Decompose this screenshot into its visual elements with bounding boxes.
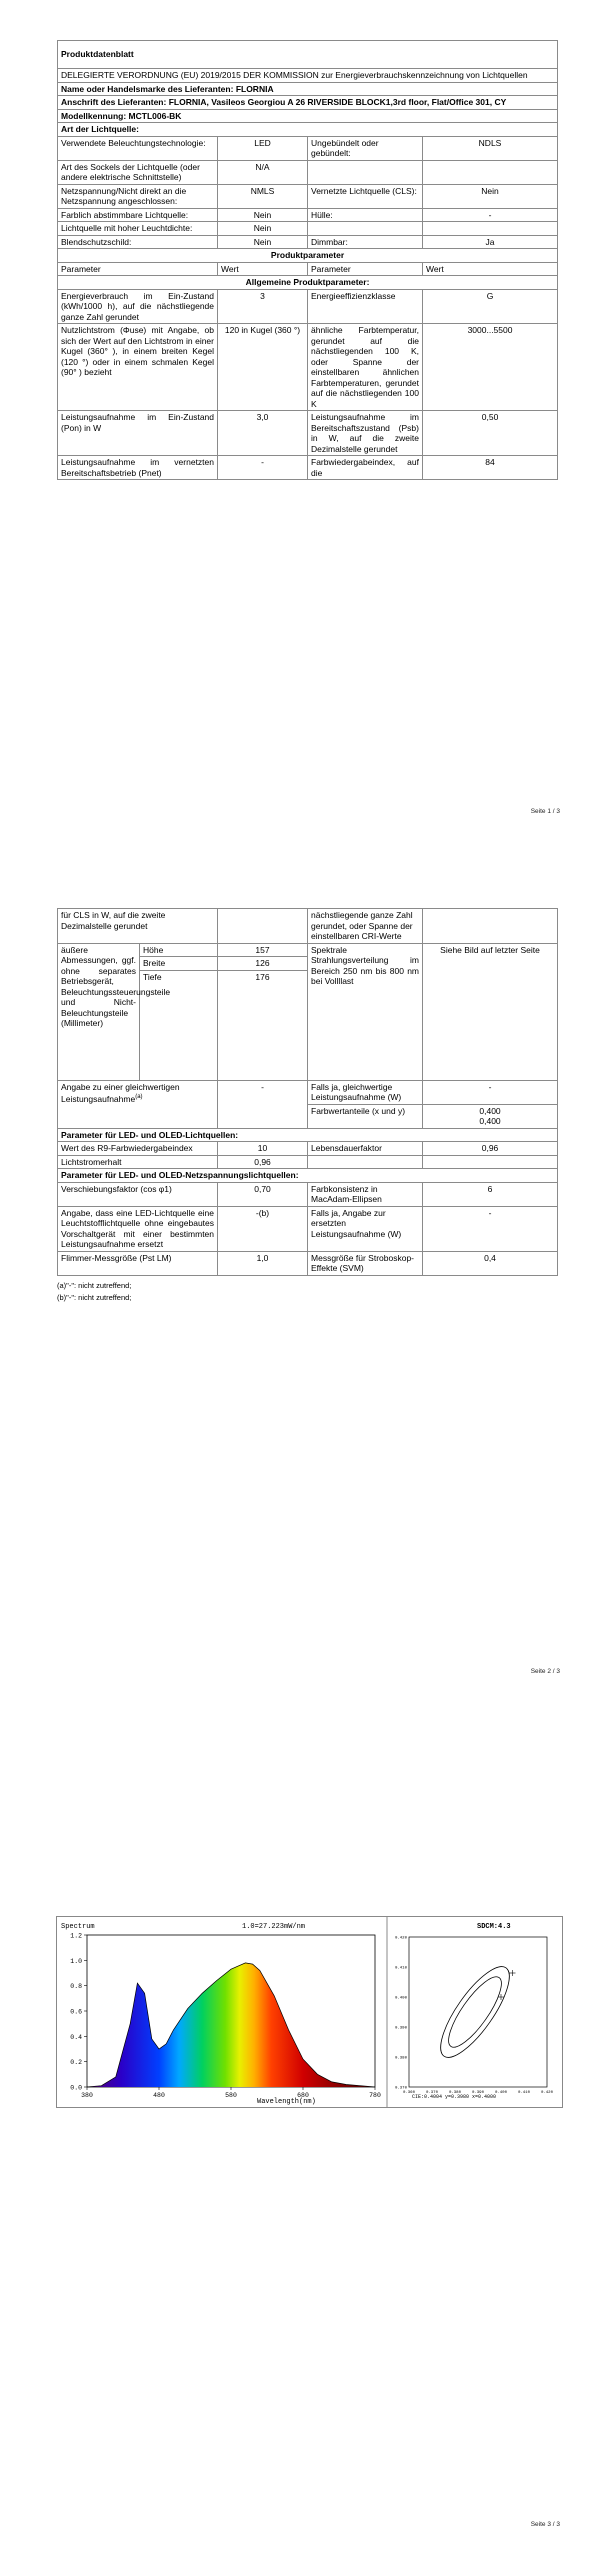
table-row: Netzspannung/Nicht direkt an die Netzspannung angeschlossen: NMLS Vernetzte Lichtquelle (CLS): Nein <box>58 184 558 208</box>
x-tick-label: 0.360 <box>402 2091 416 2095</box>
model-id: Modellkennung: MCTL006-BK <box>58 109 558 123</box>
page-title: Produktdatenblatt <box>58 41 558 69</box>
chromaticity-points <box>498 1970 516 2000</box>
page-3 <box>0 1706 608 2559</box>
chromaticity-axes <box>395 1937 554 2096</box>
y-tick-label: 0.2 <box>70 2059 82 2067</box>
table-row: Angabe zu einer gleichwertigen Leistungsaufnahme$^{(a)}$ - Falls ja, gleichwertige Leistungsaufnahme (W) - <box>58 1080 558 1104</box>
x-tick-label: 580 <box>225 2092 237 2099</box>
figure-svg <box>57 1917 562 2107</box>
macadam-ellipse-inner <box>440 1970 509 2054</box>
table-row: Tiefe 176 <box>58 970 558 1080</box>
table-row: Farblich abstimmbare Lichtquelle: Nein Hülle: - <box>58 208 558 222</box>
y-tick-label: 1.2 <box>70 1932 82 1940</box>
supplier-address: Anschrift des Lieferanten: FLORNIA, Vasileos Georgiou A 26 RIVERSIDE BLOCK1,3rd floor, Flat/Office 301, CY <box>58 96 558 110</box>
page-number: Seite 3 / 3 <box>530 2521 560 2528</box>
table-row: Lichtstromerhalt 0,96 <box>58 1155 558 1169</box>
y-tick-label: 0.390 <box>394 2026 407 2031</box>
table-row: Blendschutzschild: Nein Dimmbar: Ja <box>58 235 558 249</box>
mains-params-heading: Parameter für LED- und OLED-Netzspannungslichtquellen: <box>58 1169 558 1183</box>
y-tick-label: 0.410 <box>394 1966 407 1971</box>
regulation-text: DELEGIERTE VERORDNUNG (EU) 2019/2015 DER KOMMISSION zur Energieverbrauchskennzeichnung von Lichtquellen <box>58 69 558 83</box>
x-tick-label: 680 <box>297 2092 309 2099</box>
y-tick-label: 0.380 <box>394 2056 407 2061</box>
table-row: Energieverbrauch im Ein-Zustand (kWh/1000 h), auf die nächstliegende ganze Zahl gerundet 3 Energieeffizienzklasse G <box>58 289 558 324</box>
spectrum-chart <box>61 1923 381 2106</box>
y-tick-label: 1.0 <box>70 1957 82 1965</box>
footnote-b: (b)"-": nicht zutreffend; <box>57 1292 132 1302</box>
x-tick-label: 0.390 <box>471 2091 485 2095</box>
table-row: Wert des R9-Farbwiedergabeindex 10 Lebensdauerfaktor 0,96 <box>58 1142 558 1156</box>
page-1 <box>0 0 608 853</box>
page-number: Seite 1 / 3 <box>530 808 560 815</box>
y-tick-label: 0.0 <box>70 2084 82 2092</box>
x-tick-label: 0.400 <box>494 2091 508 2095</box>
table-row: Verwendete Beleuchtungstechnologie: LED Ungebündelt oder gebündelt: NDLS <box>58 136 558 160</box>
y-tick-label: 0.4 <box>70 2033 82 2041</box>
table-header-row: Parameter Wert Parameter Wert <box>58 262 558 276</box>
table-row: Nutzlichtstrom (Φuse) mit Angabe, ob sich der Wert auf den Lichtstrom in einer Kugel (360° ), in einem breiten Kegel (120 °) oder in einem schmalen Kegel (90° ) bezieht 120 in Kugel (360 °) ähnliche Farbtemperatur, gerundet auf die nächstliegenden 100 K, oder Spanne der einstellbaren ähnlichen Farbtemperaturen, gerundet auf die nächstliegenden 100 K 3000...5500 <box>58 324 558 411</box>
table-row: Leistungsaufnahme im Ein-Zustand (Pon) in W 3,0 Leistungsaufnahme im Bereitschaftszustand (Psb) in W, auf die zweite Dezimalstelle gerundet 0,50 <box>58 411 558 456</box>
table-row: Leistungsaufnahme im vernetzten Bereitschaftsbetrieb (Pnet) - Farbwiedergabeindex, auf die 84 <box>58 456 558 480</box>
x-tick-label: 380 <box>81 2092 93 2099</box>
chromaticity-footer: CIE:0.4004 y=0.3980 x=0.4000 <box>412 2094 497 2100</box>
table-row: Breite 126 <box>58 957 558 971</box>
footnote-a: (a)"-": nicht zutreffend; <box>57 1280 132 1290</box>
x-tick-label: 480 <box>153 2092 165 2099</box>
table-row: Lichtquelle mit hoher Leuchtdichte: Nein <box>58 222 558 236</box>
supplier-name: Name oder Handelsmarke des Lieferanten: FLORNIA <box>58 82 558 96</box>
macadam-ellipse-outer <box>429 1957 520 2066</box>
x-tick-label: 0.410 <box>517 2091 531 2095</box>
led-params-heading: Parameter für LED- und OLED-Lichtquellen: <box>58 1128 558 1142</box>
x-tick-label: 0.380 <box>448 2091 462 2095</box>
chromaticity-plot-frame <box>409 1937 547 2087</box>
table-row: Verschiebungsfaktor (cos φ1) 0,70 Farbkonsistenz in MacAdam-Ellipsen 6 <box>58 1182 558 1206</box>
product-params-heading: Produktparameter <box>58 249 558 263</box>
table-row: Flimmer-Messgröße (Pst LM) 1,0 Messgröße für Stroboskop-Effekte (SVM) 0,4 <box>58 1251 558 1275</box>
y-tick-label: 0.370 <box>394 2086 407 2091</box>
y-tick-label: 0.400 <box>394 1996 407 2001</box>
y-tick-label: 0.6 <box>70 2008 82 2016</box>
table-row: Art des Sockels der Lichtquelle (oder andere elektrische Schnittstelle) N/A <box>58 160 558 184</box>
chromaticity-chart <box>387 1917 554 2107</box>
table-row: Angabe, dass eine LED-Lichtquelle eine Leuchtstofflichtquelle ohne eingebautes Vorschaltgerät mit einer bestimmten Leistungsaufnahme ersetzt -(b) Falls ja, Angabe zur ersetzten Leistungsaufnahme (W) - <box>58 1206 558 1251</box>
table-row: Farbwertanteile (x und y) 0,400 0,400 <box>58 1104 558 1128</box>
spectrum-fill <box>87 1935 375 2087</box>
table-row: äußere Abmessungen, ggf. ohne separates Betriebsgerät, Beleuchtungssteuerungsteile und Nicht-Beleuchtungsteile (Millimeter) Höhe 157 Spektrale Strahlungsverteilung im Bereich 250 nm bis 800 nm bei Vollllast Siehe Bild auf letzter Seite <box>58 943 558 957</box>
page-2 <box>0 853 608 1706</box>
general-params-heading: Allgemeine Produktparameter: <box>58 276 558 290</box>
x-tick-label: 0.370 <box>425 2091 439 2095</box>
spectrum-title: 1.0=27.223mW/nm <box>242 1923 306 1931</box>
y-tick-label: 0.420 <box>394 1936 407 1941</box>
x-tick-label: 0.420 <box>540 2091 554 2095</box>
x-tick-label: 780 <box>369 2092 381 2099</box>
page-number: Seite 2 / 3 <box>530 1668 560 1675</box>
chromaticity-title: SDCM:4.3 <box>477 1923 511 1931</box>
spectrum-xlabel: Wavelength(nm) <box>257 2098 316 2106</box>
datasheet-table-page2 <box>57 908 557 1304</box>
datasheet-table-page1 <box>57 40 557 480</box>
table-row: für CLS in W, auf die zweite Dezimalstelle gerundet nächstliegende ganze Zahl gerundet, oder Spanne der einstellbaren CRI-Werte <box>58 909 558 944</box>
y-tick-label: 0.8 <box>70 1983 82 1991</box>
light-type-heading: Art der Lichtquelle: <box>58 123 558 137</box>
spectrum-and-chromaticity-figure <box>56 1916 563 2108</box>
spectrum-ylabel: Spectrum <box>61 1923 95 1931</box>
